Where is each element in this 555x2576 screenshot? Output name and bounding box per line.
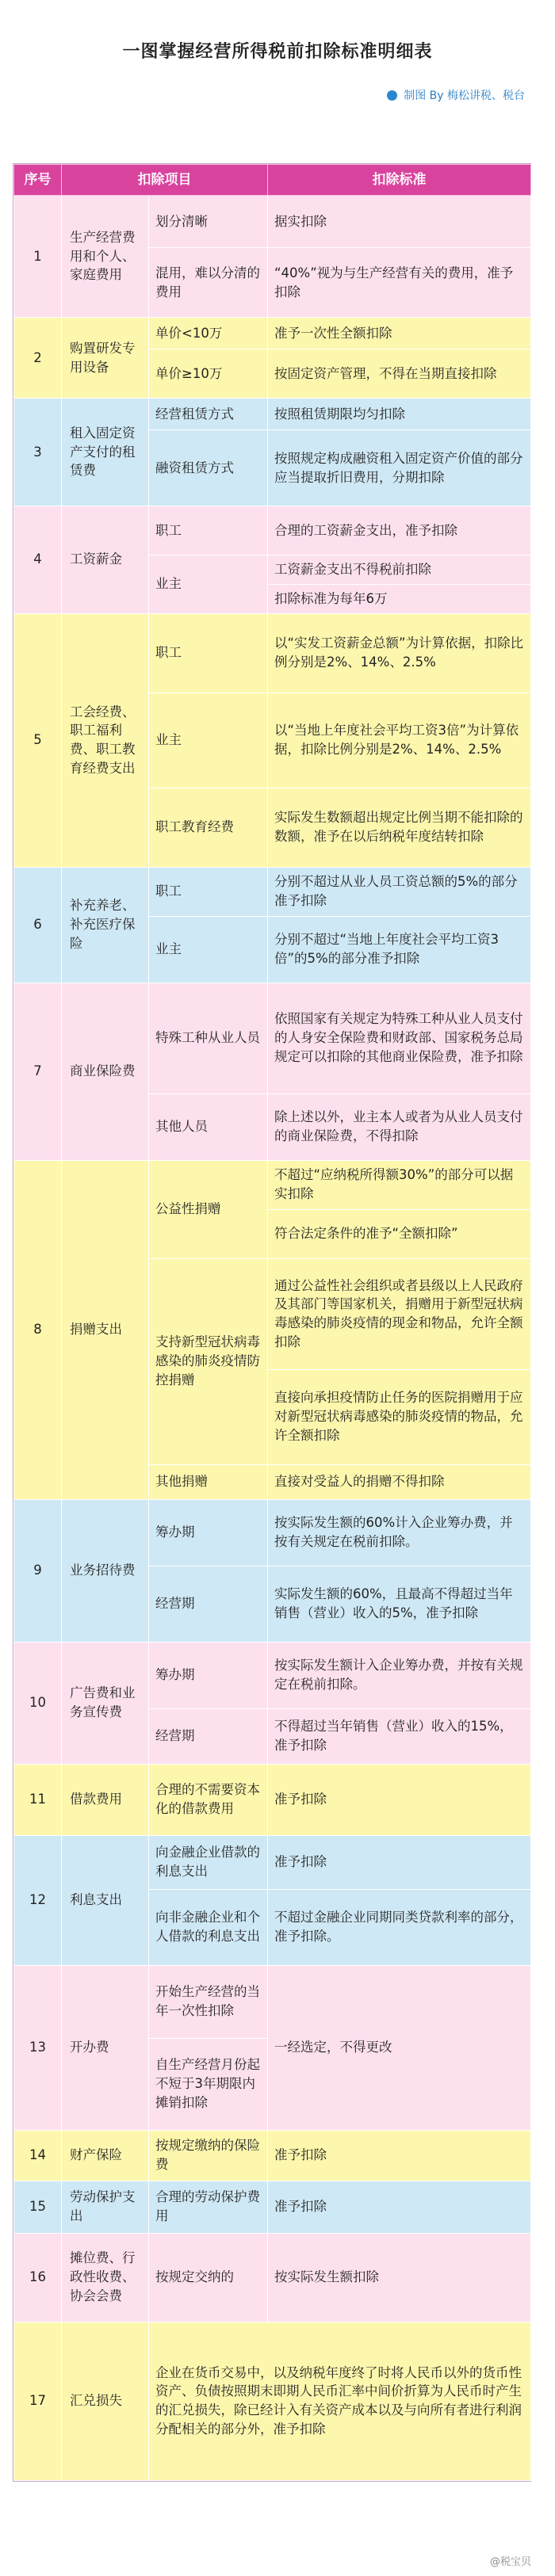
row-number: 17: [14, 2322, 62, 2480]
deduction-item: 商业保险费: [62, 983, 149, 1160]
row-number: 15: [14, 2181, 62, 2233]
row-number: 10: [14, 1642, 62, 1764]
bullet-dot-icon: [387, 90, 397, 101]
row-number: 7: [14, 983, 62, 1160]
sub-item: 职工: [149, 506, 268, 555]
table-row: [14, 1764, 531, 1835]
row-number: 4: [14, 506, 62, 614]
deduction-item: 捐赠支出: [62, 1160, 149, 1499]
deduction-item: 开办费: [62, 1965, 149, 2130]
deduction-standard: 不超过金融企业同期同类贷款利率的部分，准予扣除。: [268, 1889, 531, 1965]
sub-item: 职工: [149, 867, 268, 916]
table-row: [14, 867, 531, 916]
deduction-standard: 准予扣除: [268, 2130, 531, 2181]
deduction-standard: 符合法定条件的准予“全额扣除”: [268, 1209, 531, 1258]
table-row: [14, 1965, 531, 2038]
table-row: [14, 1160, 531, 1209]
deduction-standard: 实际发生数额超出规定比例当期不能扣除的数额，准予在以后纳税年度结转扣除: [268, 788, 531, 867]
sub-item: 经营租赁方式: [149, 399, 268, 430]
table-row: [14, 399, 531, 430]
deduction-item: 生产经营费用和个人、家庭费用: [62, 196, 149, 318]
table-header-row: [14, 165, 531, 196]
deduction-standard: 直接对受益人的捐赠不得扣除: [268, 1464, 531, 1499]
deduction-item: 工会经费、职工福利费、职工教育经费支出: [62, 613, 149, 867]
deduction-standard: 合理的工资薪金支出，准予扣除: [268, 506, 531, 555]
deduction-standard: 工资薪金支出不得税前扣除: [268, 555, 531, 585]
sub-item: 经营期: [149, 1708, 268, 1764]
sub-item: 业主: [149, 916, 268, 983]
sub-item: 按规定缴纳的保险费: [149, 2130, 268, 2181]
deduction-standard: 按固定资产管理，不得在当期直接扣除: [268, 349, 531, 399]
deduction-standard: 按实际发生额扣除: [268, 2233, 531, 2322]
table-row: [14, 318, 531, 349]
deduction-standard: 通过公益性社会组织或者县级以上人民政府及其部门等国家机关，捐赠用于新型冠状病毒感染的肺炎疫情的现金和物品，允许全额扣除: [268, 1258, 531, 1369]
deduction-standard: 以“实发工资薪金总额”为计算依据，扣除比例分别是2%、14%、2.5%: [268, 613, 531, 693]
row-number: 16: [14, 2233, 62, 2322]
row-number: 9: [14, 1499, 62, 1642]
sub-item: 公益性捐赠: [149, 1160, 268, 1258]
deduction-standard: 实际发生额的60%，且最高不得超过当年销售（营业）收入的5%，准予扣除: [268, 1566, 531, 1642]
sub-item: 单价<10万: [149, 318, 268, 349]
deduction-standard: 准予扣除: [268, 1835, 531, 1889]
deduction-item: 租入固定资产支付的租赁费: [62, 399, 149, 506]
sub-item: 经营期: [149, 1566, 268, 1642]
sub-item: 合理的不需要资本化的借款费用: [149, 1764, 268, 1835]
deduction-standard: 企业在货币交易中，以及纳税年度终了时将人民币以外的货币性资产、负债按照期末即期人民币汇率中间价折算为人民币时产生的汇兑损失，除已经计入有关资产成本以及与向所有者进行利润分配相关的部分外，准予扣除: [149, 2322, 531, 2480]
deduction-standard: 分别不超过从业人员工资总额的5%的部分准予扣除: [268, 867, 531, 916]
deduction-standard: 不得超过当年销售（营业）收入的15%，准予扣除: [268, 1708, 531, 1764]
deduction-item: 劳动保护支出: [62, 2181, 149, 2233]
row-number: 8: [14, 1160, 62, 1499]
table-row: [14, 2181, 531, 2233]
deduction-item: 广告费和业务宣传费: [62, 1642, 149, 1764]
deduction-standard: 依照国家有关规定为特殊工种从业人员支付的人身安全保险费和财政部、国家税务总局规定可以扣除的其他商业保险费，准予扣除: [268, 983, 531, 1093]
row-number: 1: [14, 196, 62, 318]
sub-item: 支持新型冠状病毒感染的肺炎疫情防控捐赠: [149, 1258, 268, 1464]
deduction-standard: 直接向承担疫情防止任务的医院捐赠用于应对新型冠状病毒感染的肺炎疫情的物品，允许全额扣除: [268, 1369, 531, 1464]
header-no: 序号: [14, 165, 62, 196]
deduction-standard: “40%”视为与生产经营有关的费用，准予扣除: [268, 248, 531, 318]
table-row: [14, 2322, 531, 2480]
row-number: 12: [14, 1835, 62, 1965]
sub-item: 向非金融企业和个人借款的利息支出: [149, 1889, 268, 1965]
deduction-item: 业务招待费: [62, 1499, 149, 1642]
header-standard: 扣除标准: [268, 165, 531, 196]
header-item: 扣除项目: [62, 165, 268, 196]
sub-item: 向金融企业借款的利息支出: [149, 1835, 268, 1889]
deduction-standard: 按实际发生额计入企业筹办费，并按有关规定在税前扣除。: [268, 1642, 531, 1708]
deduction-standard: 按照规定构成融资租入固定资产价值的部分应当提取折旧费用，分期扣除: [268, 430, 531, 506]
sub-item: 业主: [149, 693, 268, 788]
sub-item: 职工: [149, 613, 268, 693]
row-number: 14: [14, 2130, 62, 2181]
deduction-standard: 除上述以外，业主本人或者为从业人员支付的商业保险费，不得扣除: [268, 1093, 531, 1160]
sub-item: 其他捐赠: [149, 1464, 268, 1499]
deduction-standard: 准予一次性全额扣除: [268, 318, 531, 349]
deduction-item: 利息支出: [62, 1835, 149, 1965]
deduction-standard: 准予扣除: [268, 2181, 531, 2233]
row-number: 11: [14, 1764, 62, 1835]
table-row: [14, 1835, 531, 1889]
credit-line: [387, 87, 525, 103]
table-row: [14, 2233, 531, 2322]
table-row: [14, 506, 531, 555]
deduction-standard: 以“当地上年度社会平均工资3倍”为计算依据，扣除比例分别是2%、14%、2.5%: [268, 693, 531, 788]
table-row: [14, 2130, 531, 2181]
credit-text: 制图 By 梅松讲税、税台: [404, 90, 525, 102]
sub-item: 混用，难以分清的费用: [149, 248, 268, 318]
sub-item: 职工教育经费: [149, 788, 268, 867]
sub-item: 筹办期: [149, 1499, 268, 1566]
sub-item: 合理的劳动保护费用: [149, 2181, 268, 2233]
sub-item: 划分清晰: [149, 196, 268, 248]
deduction-item: 摊位费、行政性收费、协会会费: [62, 2233, 149, 2322]
deduction-item: 工资薪金: [62, 506, 149, 614]
deduction-standard: 准予扣除: [268, 1764, 531, 1835]
deduction-item: 财产保险: [62, 2130, 149, 2181]
deduction-item: 购置研发专用设备: [62, 318, 149, 399]
deduction-table: [13, 163, 531, 2482]
sub-item: 单价≥10万: [149, 349, 268, 399]
table-row: [14, 1499, 531, 1566]
deduction-item: 补充养老、补充医疗保险: [62, 867, 149, 983]
sub-item: 开始生产经营的当年一次性扣除: [149, 1965, 268, 2038]
sub-item: 融资租赁方式: [149, 430, 268, 506]
row-number: 2: [14, 318, 62, 399]
deduction-standard: 据实扣除: [268, 196, 531, 248]
deduction-item: 借款费用: [62, 1764, 149, 1835]
deduction-item: 汇兑损失: [62, 2322, 149, 2480]
deduction-standard: 分别不超过“当地上年度社会平均工资3倍”的5%的部分准予扣除: [268, 916, 531, 983]
row-number: 6: [14, 867, 62, 983]
deduction-standard: 按实际发生额的60%计入企业筹办费，并按有关规定在税前扣除。: [268, 1499, 531, 1566]
page-title: 一图掌握经营所得税前扣除标准明细表: [122, 42, 433, 62]
row-number: 5: [14, 613, 62, 867]
table-row: [14, 613, 531, 693]
deduction-standard: 不超过“应纳税所得额30%”的部分可以据实扣除: [268, 1160, 531, 1209]
sub-item: 其他人员: [149, 1093, 268, 1160]
table-row: [14, 983, 531, 1093]
sub-item: 筹办期: [149, 1642, 268, 1708]
row-number: 13: [14, 1965, 62, 2130]
table-row: [14, 196, 531, 248]
row-number: 3: [14, 399, 62, 506]
sub-item: 特殊工种从业人员: [149, 983, 268, 1093]
deduction-standard: 扣除标准为每年6万: [268, 584, 531, 613]
watermark-text: @税宝贝: [489, 2556, 531, 2568]
deduction-standard: 按照租赁期限均匀扣除: [268, 399, 531, 430]
sub-item: 自生产经营月份起不短于3年期限内摊销扣除: [149, 2038, 268, 2130]
deduction-standard: 一经选定，不得更改: [268, 1965, 531, 2130]
table-row: [14, 1642, 531, 1708]
sub-item: 业主: [149, 555, 268, 614]
sub-item: 按规定交纳的: [149, 2233, 268, 2322]
